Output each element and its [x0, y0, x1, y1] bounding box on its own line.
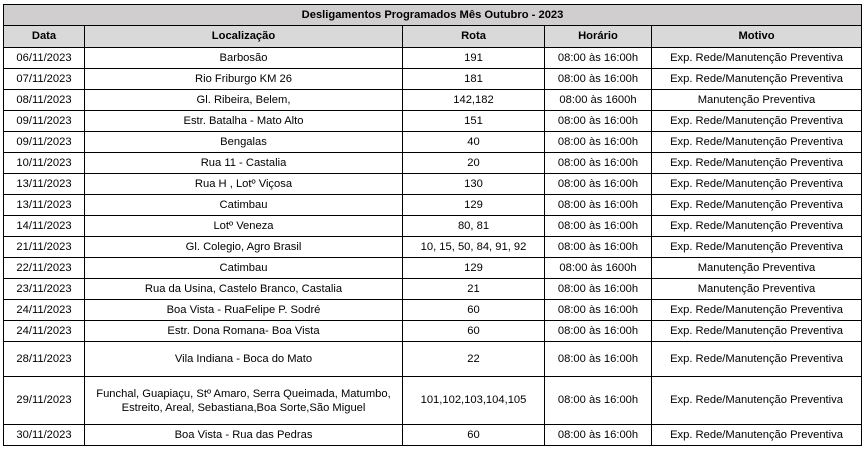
table-row — [4, 300, 862, 321]
cell-location: Catimbau — [85, 195, 403, 216]
table-row — [4, 258, 862, 279]
table-row — [4, 195, 862, 216]
cell-reason: Exp. Rede/Manutenção Preventiva — [652, 377, 862, 425]
cell-time: 08:00 às 16:00h — [545, 174, 652, 195]
cell-reason: Exp. Rede/Manutenção Preventiva — [652, 153, 862, 174]
cell-time: 08:00 às 16:00h — [545, 132, 652, 153]
cell-date: 30/11/2023 — [4, 425, 85, 446]
table-row — [4, 132, 862, 153]
cell-location: Bengalas — [85, 132, 403, 153]
cell-reason: Manutenção Preventiva — [652, 279, 862, 300]
cell-location: Gl. Colegio, Agro Brasil — [85, 237, 403, 258]
cell-location: Lotº Veneza — [85, 216, 403, 237]
table-row — [4, 342, 862, 377]
cell-route: 130 — [403, 174, 545, 195]
cell-reason: Exp. Rede/Manutenção Preventiva — [652, 111, 862, 132]
cell-time: 08:00 às 1600h — [545, 90, 652, 111]
cell-time: 08:00 às 16:00h — [545, 377, 652, 425]
cell-date: 22/11/2023 — [4, 258, 85, 279]
cell-route: 21 — [403, 279, 545, 300]
cell-reason: Exp. Rede/Manutenção Preventiva — [652, 300, 862, 321]
cell-date: 10/11/2023 — [4, 153, 85, 174]
cell-date: 23/11/2023 — [4, 279, 85, 300]
cell-reason: Exp. Rede/Manutenção Preventiva — [652, 174, 862, 195]
cell-date: 07/11/2023 — [4, 69, 85, 90]
cell-location: Boa Vista - RuaFelipe P. Sodré — [85, 300, 403, 321]
table-row — [4, 237, 862, 258]
table-row — [4, 48, 862, 69]
table-row — [4, 377, 862, 425]
cell-reason: Exp. Rede/Manutenção Preventiva — [652, 425, 862, 446]
col-header-rota: Rota — [403, 26, 545, 48]
cell-route: 129 — [403, 195, 545, 216]
cell-location: Estr. Batalha - Mato Alto — [85, 111, 403, 132]
cell-time: 08:00 às 16:00h — [545, 321, 652, 342]
cell-location: Rua da Usina, Castelo Branco, Castalia — [85, 279, 403, 300]
cell-route: 129 — [403, 258, 545, 279]
cell-date: 21/11/2023 — [4, 237, 85, 258]
cell-location: Rio Friburgo KM 26 — [85, 69, 403, 90]
cell-time: 08:00 às 16:00h — [545, 69, 652, 90]
cell-route: 20 — [403, 153, 545, 174]
cell-route: 80, 81 — [403, 216, 545, 237]
cell-time: 08:00 às 1600h — [545, 258, 652, 279]
cell-route: 10, 15, 50, 84, 91, 92 — [403, 237, 545, 258]
cell-location: Rua H , Lotº Viçosa — [85, 174, 403, 195]
cell-location: Funchal, Guapiaçu, Stº Amaro, Serra Queimada, Matumbo, Estreito, Areal, Sebastiana,Boa Sorte,São Miguel — [85, 377, 403, 425]
cell-time: 08:00 às 16:00h — [545, 300, 652, 321]
cell-route: 151 — [403, 111, 545, 132]
cell-date: 29/11/2023 — [4, 377, 85, 425]
cell-reason: Exp. Rede/Manutenção Preventiva — [652, 216, 862, 237]
outage-table — [3, 4, 862, 446]
cell-time: 08:00 às 16:00h — [545, 153, 652, 174]
cell-location: Gl. Ribeira, Belem, — [85, 90, 403, 111]
cell-reason: Exp. Rede/Manutenção Preventiva — [652, 342, 862, 377]
cell-time: 08:00 às 16:00h — [545, 48, 652, 69]
cell-time: 08:00 às 16:00h — [545, 237, 652, 258]
col-header-localizacao: Localização — [85, 26, 403, 48]
cell-reason: Exp. Rede/Manutenção Preventiva — [652, 237, 862, 258]
table-body — [4, 48, 862, 446]
schedule-sheet — [3, 4, 861, 446]
cell-reason: Manutenção Preventiva — [652, 258, 862, 279]
cell-date: 06/11/2023 — [4, 48, 85, 69]
cell-route: 60 — [403, 300, 545, 321]
cell-location: Estr. Dona Romana- Boa Vista — [85, 321, 403, 342]
col-header-data: Data — [4, 26, 85, 48]
cell-route: 191 — [403, 48, 545, 69]
table-row — [4, 216, 862, 237]
col-header-motivo: Motivo — [652, 26, 862, 48]
cell-date: 14/11/2023 — [4, 216, 85, 237]
cell-date: 13/11/2023 — [4, 195, 85, 216]
table-row — [4, 153, 862, 174]
cell-reason: Exp. Rede/Manutenção Preventiva — [652, 195, 862, 216]
cell-route: 181 — [403, 69, 545, 90]
cell-route: 40 — [403, 132, 545, 153]
cell-reason: Exp. Rede/Manutenção Preventiva — [652, 132, 862, 153]
table-row — [4, 425, 862, 446]
table-row — [4, 321, 862, 342]
cell-reason: Exp. Rede/Manutenção Preventiva — [652, 48, 862, 69]
cell-time: 08:00 às 16:00h — [545, 425, 652, 446]
cell-route: 101,102,103,104,105 — [403, 377, 545, 425]
cell-date: 24/11/2023 — [4, 300, 85, 321]
cell-route: 60 — [403, 425, 545, 446]
table-row — [4, 111, 862, 132]
cell-date: 09/11/2023 — [4, 132, 85, 153]
cell-route: 22 — [403, 342, 545, 377]
table-row — [4, 174, 862, 195]
cell-time: 08:00 às 16:00h — [545, 216, 652, 237]
cell-location: Boa Vista - Rua das Pedras — [85, 425, 403, 446]
cell-location: Catimbau — [85, 258, 403, 279]
cell-date: 28/11/2023 — [4, 342, 85, 377]
title-row — [4, 5, 862, 26]
cell-route: 142,182 — [403, 90, 545, 111]
cell-date: 24/11/2023 — [4, 321, 85, 342]
cell-reason: Exp. Rede/Manutenção Preventiva — [652, 69, 862, 90]
table-title: Desligamentos Programados Mês Outubro - 2023 — [4, 5, 862, 26]
cell-time: 08:00 às 16:00h — [545, 195, 652, 216]
cell-reason: Manutenção Preventiva — [652, 90, 862, 111]
table-row — [4, 69, 862, 90]
cell-location: Rua 11 - Castalia — [85, 153, 403, 174]
cell-time: 08:00 às 16:00h — [545, 111, 652, 132]
cell-date: 09/11/2023 — [4, 111, 85, 132]
cell-time: 08:00 às 16:00h — [545, 342, 652, 377]
table-row — [4, 90, 862, 111]
header-row — [4, 26, 862, 48]
cell-date: 13/11/2023 — [4, 174, 85, 195]
cell-location: Vila Indiana - Boca do Mato — [85, 342, 403, 377]
cell-reason: Exp. Rede/Manutenção Preventiva — [652, 321, 862, 342]
cell-route: 60 — [403, 321, 545, 342]
cell-location: Barbosão — [85, 48, 403, 69]
cell-date: 08/11/2023 — [4, 90, 85, 111]
col-header-horario: Horário — [545, 26, 652, 48]
table-row — [4, 279, 862, 300]
cell-time: 08:00 às 16:00h — [545, 279, 652, 300]
